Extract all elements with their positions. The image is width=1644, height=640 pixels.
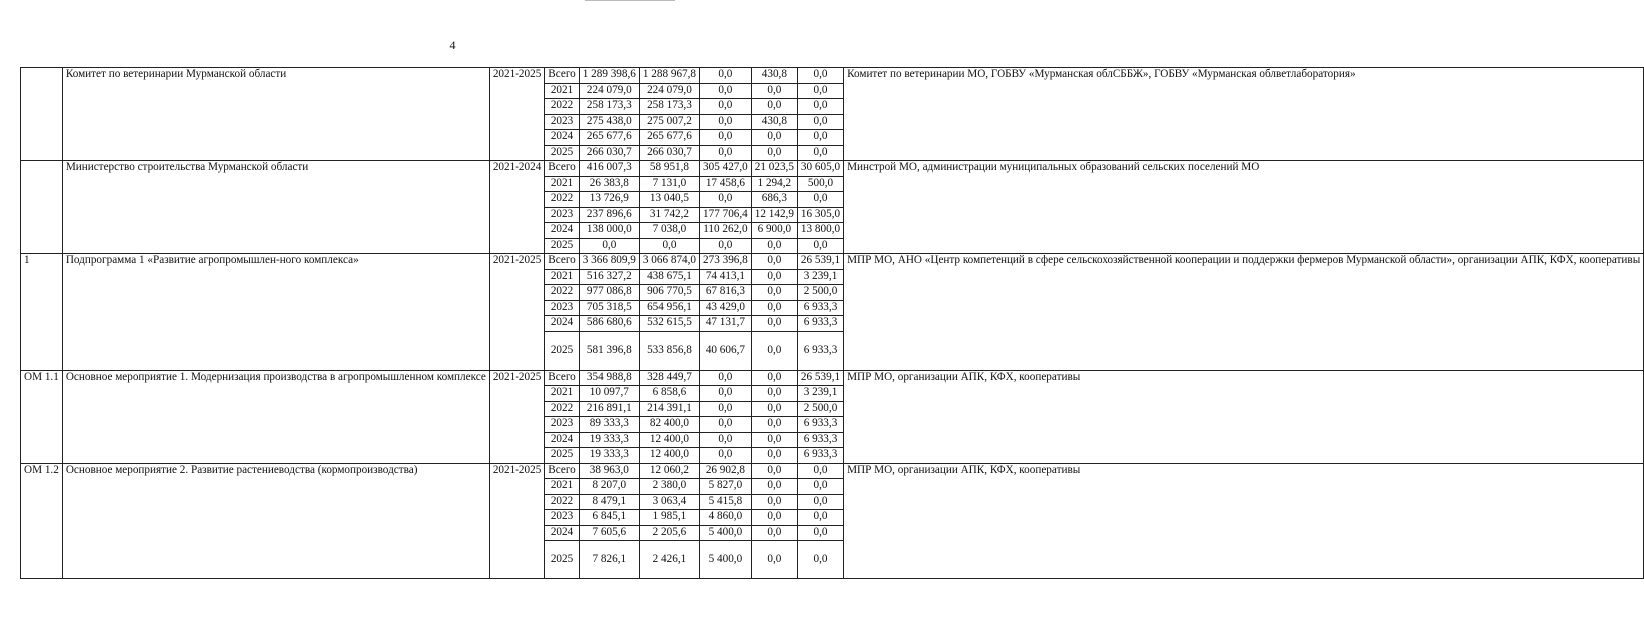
cell-v2: 438 675,1: [639, 269, 699, 285]
cell-v2: 82 400,0: [639, 417, 699, 433]
cell-v1: 7 605,6: [579, 525, 639, 541]
cell-v3: 67 816,3: [700, 285, 752, 301]
row-year: 2022: [545, 99, 579, 115]
row-year: 2021: [545, 479, 579, 495]
row-year: 2023: [545, 207, 579, 223]
row-executor: МПР МО, организации АПК, КФХ, кооперативы: [844, 370, 1644, 463]
row-year: 2025: [545, 541, 579, 579]
row-name: Основное мероприятие 1. Модернизация производства в агропромышленном комплексе: [62, 370, 489, 463]
cell-v3: 0,0: [700, 448, 752, 464]
cell-v1: 516 327,2: [579, 269, 639, 285]
cell-v1: 138 000,0: [579, 223, 639, 239]
table-row: [21, 254, 1644, 270]
cell-v2: 2 205,6: [639, 525, 699, 541]
cell-v2: 2 380,0: [639, 479, 699, 495]
cell-v5: 0,0: [797, 479, 843, 495]
cell-v4: 0,0: [751, 269, 797, 285]
row-year: 2025: [545, 145, 579, 161]
cell-v4: 0,0: [751, 494, 797, 510]
cell-v2: 7 131,0: [639, 176, 699, 192]
cell-v3: 177 706,4: [700, 207, 752, 223]
row-period: 2021-2025: [489, 463, 544, 579]
cell-v2: 275 007,2: [639, 114, 699, 130]
cell-v1: 416 007,3: [579, 161, 639, 177]
cell-v5: 3 239,1: [797, 386, 843, 402]
row-executor: МПР МО, АНО «Центр компетенций в сфере сельскохозяйственной кооперации и поддержки фермеров Мурманской области», организации АПК, КФХ, кооперативы: [844, 254, 1644, 371]
cell-v4: 21 023,5: [751, 161, 797, 177]
cell-v1: 354 988,8: [579, 370, 639, 386]
cell-v1: 13 726,9: [579, 192, 639, 208]
cell-v3: 0,0: [700, 68, 752, 84]
cell-v5: 6 933,3: [797, 432, 843, 448]
cell-v2: 13 040,5: [639, 192, 699, 208]
cell-v3: 110 262,0: [700, 223, 752, 239]
cell-v3: 40 606,7: [700, 331, 752, 370]
table-row: [21, 370, 1644, 386]
cell-v5: 6 933,3: [797, 331, 843, 370]
row-year: 2025: [545, 331, 579, 370]
cell-v1: 8 207,0: [579, 479, 639, 495]
cell-v4: 0,0: [751, 432, 797, 448]
cell-v4: 0,0: [751, 370, 797, 386]
cell-v2: 1 288 967,8: [639, 68, 699, 84]
cell-v4: 0,0: [751, 254, 797, 270]
cell-v1: 1 289 398,6: [579, 68, 639, 84]
cell-v1: 6 845,1: [579, 510, 639, 526]
row-name: Подпрограмма 1 «Развитие агропромышлен-ного комплекса»: [62, 254, 489, 371]
row-period: 2021-2024: [489, 161, 544, 254]
cell-v4: 0,0: [751, 300, 797, 316]
cell-v3: 47 131,7: [700, 316, 752, 332]
cell-v5: 6 933,3: [797, 300, 843, 316]
cell-v1: 19 333,3: [579, 448, 639, 464]
cell-v2: 266 030,7: [639, 145, 699, 161]
cell-v3: 273 396,8: [700, 254, 752, 270]
cell-v3: 17 458,6: [700, 176, 752, 192]
cell-v5: 3 239,1: [797, 269, 843, 285]
cell-v1: 237 896,6: [579, 207, 639, 223]
cell-v1: 10 097,7: [579, 386, 639, 402]
cell-v1: 19 333,3: [579, 432, 639, 448]
cell-v1: 705 318,5: [579, 300, 639, 316]
cell-v5: 0,0: [797, 192, 843, 208]
row-year: 2023: [545, 510, 579, 526]
cell-v4: 0,0: [751, 316, 797, 332]
row-year: 2024: [545, 130, 579, 146]
cell-v1: 275 438,0: [579, 114, 639, 130]
table-row: [21, 68, 1644, 84]
cell-v5: 0,0: [797, 238, 843, 254]
cell-v3: 26 902,8: [700, 463, 752, 479]
cell-v4: 0,0: [751, 463, 797, 479]
cell-v5: 0,0: [797, 114, 843, 130]
cell-v1: 26 383,8: [579, 176, 639, 192]
row-year: 2022: [545, 494, 579, 510]
cell-v2: 224 079,0: [639, 83, 699, 99]
cell-v2: 12 400,0: [639, 448, 699, 464]
cell-v5: 6 933,3: [797, 316, 843, 332]
cell-v1: 258 173,3: [579, 99, 639, 115]
row-year: Всего: [545, 370, 579, 386]
cell-v1: 266 030,7: [579, 145, 639, 161]
row-year: 2024: [545, 223, 579, 239]
cell-v5: 0,0: [797, 99, 843, 115]
cell-v5: 0,0: [797, 68, 843, 84]
cell-v4: 0,0: [751, 417, 797, 433]
row-year: Всего: [545, 68, 579, 84]
page-number: 4: [449, 38, 456, 52]
cell-v3: 0,0: [700, 238, 752, 254]
cell-v4: 0,0: [751, 83, 797, 99]
cell-v1: 0,0: [579, 238, 639, 254]
cell-v2: 7 038,0: [639, 223, 699, 239]
cell-v5: 0,0: [797, 541, 843, 579]
row-year: 2023: [545, 114, 579, 130]
cell-v5: 26 539,1: [797, 254, 843, 270]
row-year: 2024: [545, 316, 579, 332]
cell-v1: 216 891,1: [579, 401, 639, 417]
cell-v3: 0,0: [700, 114, 752, 130]
cell-v2: 12 060,2: [639, 463, 699, 479]
cell-v3: 0,0: [700, 83, 752, 99]
cell-v2: 58 951,8: [639, 161, 699, 177]
cell-v3: 74 413,1: [700, 269, 752, 285]
cell-v5: 6 933,3: [797, 417, 843, 433]
row-year: Всего: [545, 254, 579, 270]
cell-v5: 6 933,3: [797, 448, 843, 464]
cell-v1: 8 479,1: [579, 494, 639, 510]
cell-v4: 0,0: [751, 238, 797, 254]
cell-v4: 0,0: [751, 479, 797, 495]
row-name: Министерство строительства Мурманской области: [62, 161, 489, 254]
cell-v3: 0,0: [700, 432, 752, 448]
cell-v2: 6 858,6: [639, 386, 699, 402]
cell-v3: 0,0: [700, 145, 752, 161]
cell-v3: 5 400,0: [700, 541, 752, 579]
row-period: 2021-2025: [489, 370, 544, 463]
cell-v4: 0,0: [751, 145, 797, 161]
row-year: Всего: [545, 463, 579, 479]
row-name: Основное мероприятие 2. Развитие растениеводства (кормопроизводства): [62, 463, 489, 579]
cell-v3: 0,0: [700, 370, 752, 386]
row-year: 2023: [545, 300, 579, 316]
cell-v4: 0,0: [751, 331, 797, 370]
row-code: [21, 161, 63, 254]
cell-v4: 686,3: [751, 192, 797, 208]
cell-v5: 13 800,0: [797, 223, 843, 239]
row-year: 2021: [545, 269, 579, 285]
cell-v4: 0,0: [751, 386, 797, 402]
cell-v5: 0,0: [797, 494, 843, 510]
cell-v5: 0,0: [797, 510, 843, 526]
cell-v3: 5 415,8: [700, 494, 752, 510]
row-year: 2021: [545, 176, 579, 192]
row-code: ОМ 1.2: [21, 463, 63, 579]
row-year: 2022: [545, 285, 579, 301]
cell-v4: 430,8: [751, 68, 797, 84]
cell-v1: 89 333,3: [579, 417, 639, 433]
cell-v4: 1 294,2: [751, 176, 797, 192]
cell-v4: 6 900,0: [751, 223, 797, 239]
cell-v4: 430,8: [751, 114, 797, 130]
cell-v3: 0,0: [700, 386, 752, 402]
cell-v3: 305 427,0: [700, 161, 752, 177]
cell-v4: 0,0: [751, 401, 797, 417]
row-year: 2022: [545, 192, 579, 208]
cell-v3: 0,0: [700, 130, 752, 146]
cell-v1: 581 396,8: [579, 331, 639, 370]
row-year: Всего: [545, 161, 579, 177]
budget-table: [20, 67, 1644, 579]
cell-v5: 0,0: [797, 463, 843, 479]
cell-v2: 3 063,4: [639, 494, 699, 510]
cell-v1: 224 079,0: [579, 83, 639, 99]
cell-v1: 3 366 809,9: [579, 254, 639, 270]
cell-v4: 0,0: [751, 525, 797, 541]
cell-v2: 1 985,1: [639, 510, 699, 526]
table-row: [21, 463, 1644, 479]
cell-v2: 328 449,7: [639, 370, 699, 386]
cell-v2: 2 426,1: [639, 541, 699, 579]
row-year: 2022: [545, 401, 579, 417]
cell-v4: 0,0: [751, 510, 797, 526]
cell-v2: 0,0: [639, 238, 699, 254]
cell-v5: 2 500,0: [797, 401, 843, 417]
cell-v3: 5 400,0: [700, 525, 752, 541]
row-name: Комитет по ветеринарии Мурманской области: [62, 68, 489, 161]
cell-v1: 7 826,1: [579, 541, 639, 579]
scan-mark: [585, 0, 675, 4]
cell-v2: 532 615,5: [639, 316, 699, 332]
row-code: ОМ 1.1: [21, 370, 63, 463]
row-year: 2024: [545, 525, 579, 541]
cell-v3: 43 429,0: [700, 300, 752, 316]
cell-v1: 38 963,0: [579, 463, 639, 479]
cell-v5: 16 305,0: [797, 207, 843, 223]
cell-v5: 0,0: [797, 130, 843, 146]
cell-v4: 0,0: [751, 99, 797, 115]
cell-v4: 0,0: [751, 285, 797, 301]
row-year: 2021: [545, 386, 579, 402]
cell-v2: 31 742,2: [639, 207, 699, 223]
row-year: 2025: [545, 238, 579, 254]
row-period: 2021-2025: [489, 254, 544, 371]
cell-v2: 654 956,1: [639, 300, 699, 316]
cell-v4: 0,0: [751, 541, 797, 579]
cell-v2: 12 400,0: [639, 432, 699, 448]
cell-v2: 533 856,8: [639, 331, 699, 370]
cell-v3: 5 827,0: [700, 479, 752, 495]
row-code: 1: [21, 254, 63, 371]
cell-v5: 0,0: [797, 83, 843, 99]
row-code: [21, 68, 63, 161]
row-year: 2025: [545, 448, 579, 464]
cell-v5: 0,0: [797, 145, 843, 161]
row-period: 2021-2025: [489, 68, 544, 161]
row-executor: Минстрой МО, администрации муниципальных образований сельских поселений МО: [844, 161, 1644, 254]
cell-v5: 30 605,0: [797, 161, 843, 177]
cell-v2: 3 066 874,0: [639, 254, 699, 270]
cell-v5: 500,0: [797, 176, 843, 192]
cell-v3: 4 860,0: [700, 510, 752, 526]
table-row: [21, 161, 1644, 177]
row-year: 2024: [545, 432, 579, 448]
cell-v2: 214 391,1: [639, 401, 699, 417]
cell-v1: 977 086,8: [579, 285, 639, 301]
cell-v4: 0,0: [751, 448, 797, 464]
row-year: 2023: [545, 417, 579, 433]
cell-v3: 0,0: [700, 99, 752, 115]
cell-v1: 586 680,6: [579, 316, 639, 332]
cell-v1: 265 677,6: [579, 130, 639, 146]
cell-v4: 0,0: [751, 130, 797, 146]
row-executor: Комитет по ветеринарии МО, ГОБВУ «Мурманская облСББЖ», ГОБВУ «Мурманская облветлаборатория»: [844, 68, 1644, 161]
cell-v2: 265 677,6: [639, 130, 699, 146]
cell-v3: 0,0: [700, 401, 752, 417]
cell-v3: 0,0: [700, 192, 752, 208]
cell-v5: 2 500,0: [797, 285, 843, 301]
cell-v2: 258 173,3: [639, 99, 699, 115]
cell-v4: 12 142,9: [751, 207, 797, 223]
cell-v5: 0,0: [797, 525, 843, 541]
row-year: 2021: [545, 83, 579, 99]
cell-v5: 26 539,1: [797, 370, 843, 386]
cell-v2: 906 770,5: [639, 285, 699, 301]
cell-v3: 0,0: [700, 417, 752, 433]
row-executor: МПР МО, организации АПК, КФХ, кооперативы: [844, 463, 1644, 579]
